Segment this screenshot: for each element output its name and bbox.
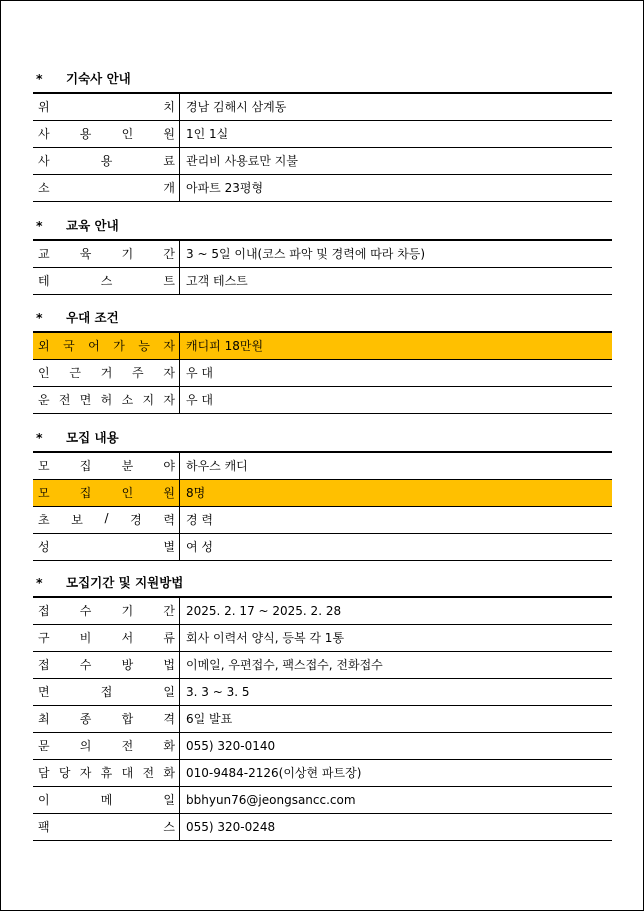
row-value: 경 력 — [180, 506, 613, 533]
row-value: 하우스 캐디 — [180, 452, 613, 479]
row-value: 관리비 사용료만 지불 — [180, 147, 613, 174]
row-value: 055) 320-0248 — [180, 813, 613, 840]
section-title — [33, 426, 119, 448]
row-value: 아파트 23평형 — [180, 174, 613, 201]
table-row — [33, 147, 612, 174]
info-table — [33, 331, 612, 414]
table-row — [33, 120, 612, 147]
section-title-text: 모집기간 및 지원방법 — [66, 575, 184, 590]
row-value: 이메일, 우편접수, 팩스접수, 전화접수 — [180, 651, 613, 678]
table-row — [33, 452, 612, 479]
row-value: 3 ~ 5일 이내(코스 파악 및 경력에 따라 차등) — [180, 240, 613, 267]
row-label: 외 국 어 가 능 자 — [33, 332, 180, 359]
bullet-mark: * — [36, 70, 43, 86]
section-title — [33, 571, 183, 593]
row-value: 2025. 2. 17 ~ 2025. 2. 28 — [180, 597, 613, 624]
row-value: 회사 이력서 양식, 등복 각 1통 — [180, 624, 613, 651]
table-row — [33, 624, 612, 651]
row-label: 소 개 — [38, 181, 175, 195]
section-title-text: 모집 내용 — [66, 430, 119, 445]
row-label: 면 접 일 — [38, 685, 175, 699]
row-label: 모 집 인 원 — [33, 479, 180, 506]
bullet-mark: * — [36, 309, 43, 325]
section-title-text: 우대 조건 — [66, 310, 119, 325]
row-label: 테 스 트 — [38, 274, 175, 288]
row-value: bbhyun76@jeongsancc.com — [180, 786, 613, 813]
table-row — [33, 240, 612, 267]
row-label: 접 수 방 법 — [38, 658, 175, 672]
table-row — [33, 759, 612, 786]
section-title — [33, 214, 119, 236]
info-table — [33, 596, 612, 841]
row-label: 인 근 거 주 자 — [38, 366, 175, 380]
row-label: 이 메 일 — [38, 793, 175, 807]
info-table — [33, 92, 612, 202]
table-row — [33, 332, 612, 359]
row-label: 성 별 — [38, 540, 175, 554]
info-table — [33, 451, 612, 561]
info-table — [33, 239, 612, 295]
row-value: 3. 3 ~ 3. 5 — [180, 678, 613, 705]
table-row — [33, 267, 612, 294]
table-row — [33, 506, 612, 533]
row-value: 우 대 — [180, 359, 613, 386]
row-label: 사 용 인 원 — [38, 127, 175, 141]
row-value: 6일 발표 — [180, 705, 613, 732]
row-label: 운 전 면 허 소 지 자 — [38, 393, 175, 407]
row-label: 담 당 자 휴 대 전 화 — [38, 766, 175, 780]
row-label: 교 육 기 간 — [38, 247, 175, 262]
table-row — [33, 386, 612, 413]
row-value: 055) 320-0140 — [180, 732, 613, 759]
row-label: 모 집 분 야 — [38, 459, 175, 474]
bullet-mark: * — [36, 574, 43, 590]
row-value: 고객 테스트 — [180, 267, 613, 294]
row-label: 위 치 — [38, 100, 175, 115]
table-row — [33, 174, 612, 201]
row-value: 우 대 — [180, 386, 613, 413]
row-label: 팩 스 — [38, 820, 175, 834]
row-label: 문 의 전 화 — [38, 739, 175, 753]
row-value: 1인 1실 — [180, 120, 613, 147]
row-label: 접 수 기 간 — [38, 604, 175, 619]
table-row — [33, 359, 612, 386]
row-value: 8명 — [180, 479, 613, 506]
table-row — [33, 651, 612, 678]
row-label: 최 종 합 격 — [38, 712, 175, 726]
bullet-mark: * — [36, 217, 43, 233]
table-row — [33, 705, 612, 732]
table-row — [33, 732, 612, 759]
row-value: 여 성 — [180, 533, 613, 560]
table-row — [33, 813, 612, 840]
section-title — [33, 67, 131, 89]
table-row — [33, 533, 612, 560]
row-value: 캐디피 18만원 — [180, 332, 613, 359]
section-title-text: 교육 안내 — [66, 218, 119, 233]
bullet-mark: * — [36, 429, 43, 445]
table-row — [33, 479, 612, 506]
table-row — [33, 597, 612, 624]
table-row — [33, 786, 612, 813]
table-row — [33, 93, 612, 120]
row-label: 사 용 료 — [38, 154, 175, 168]
row-value: 010-9484-2126(이상현 파트장) — [180, 759, 613, 786]
section-title-text: 기숙사 안내 — [66, 71, 131, 86]
row-value: 경남 김해시 삼계동 — [180, 93, 613, 120]
section-title — [33, 306, 119, 328]
table-row — [33, 678, 612, 705]
row-label: 구 비 서 류 — [38, 631, 175, 645]
row-label: 초 보 / 경 력 — [38, 511, 175, 527]
